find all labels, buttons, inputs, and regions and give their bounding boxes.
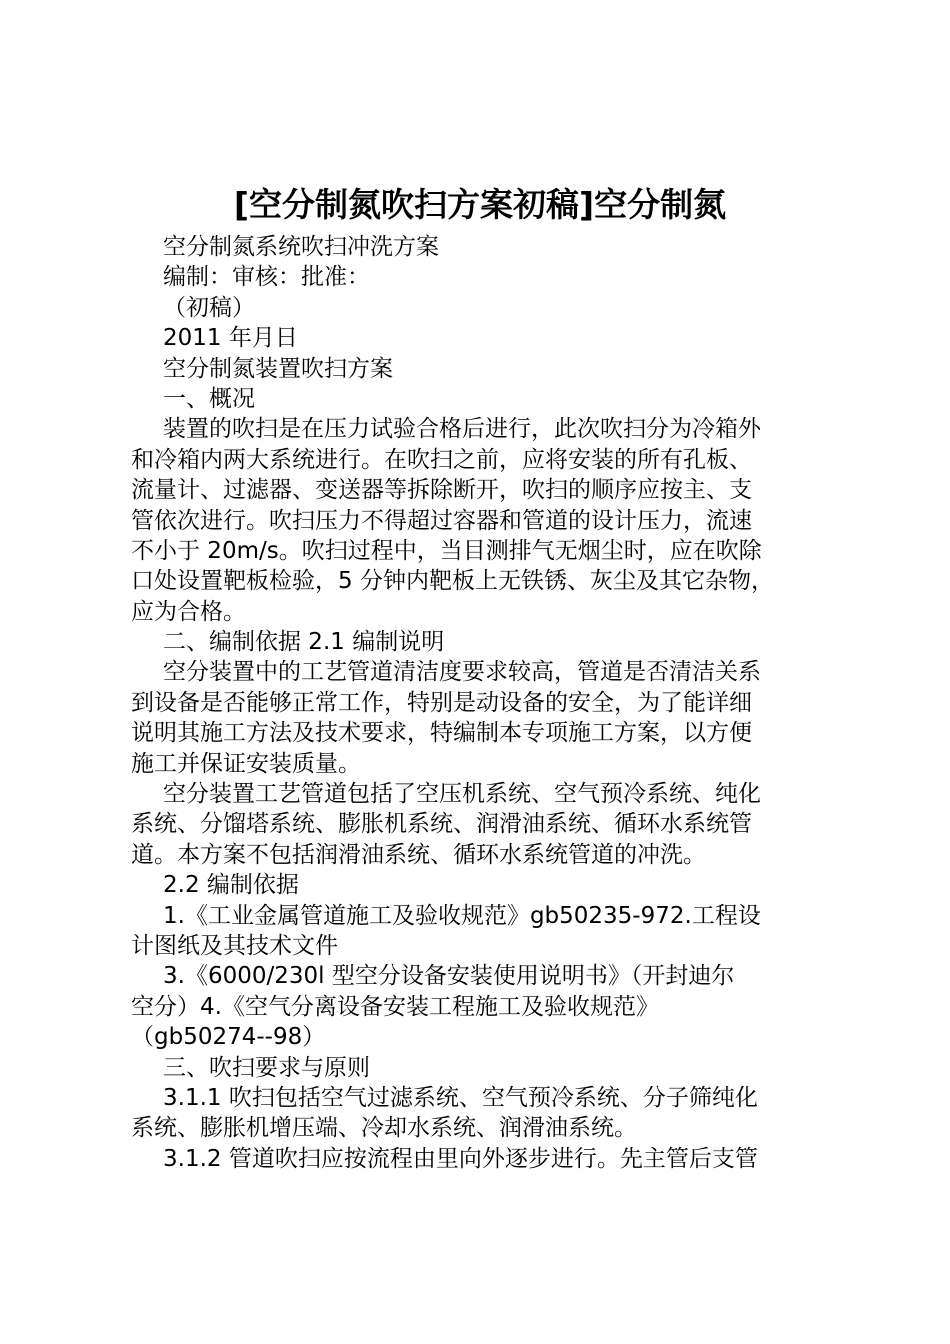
text-line: 不小于 20m/s。吹扫过程中，当目测排气无烟尘时，应在吹除 [131, 537, 762, 564]
text-line: 施工并保证安装质量。 [131, 750, 361, 777]
text-line: 应为合格。 [131, 598, 246, 625]
text-line: 到设备是否能够正常工作，特别是动设备的安全，为了能详细 [131, 689, 752, 716]
text-line: 编制：审核：批准： [163, 264, 370, 291]
text-line: 和冷箱内两大系统进行。在吹扫之前，应将安装的所有孔板、 [131, 446, 752, 473]
text-line: 1.《工业金属管道施工及验收规范》gb50235-972.工程设 [163, 902, 761, 929]
text-line: （gb50274--98） [131, 1024, 326, 1051]
text-line: 流量计、过滤器、变送器等拆除断开，吹扫的顺序应按主、支 [131, 477, 752, 504]
text-line: 空分装置中的工艺管道清洁度要求较高，管道是否清洁关系 [163, 659, 761, 686]
text-line: 口处设置靶板检验，5 分钟内靶板上无铁锈、灰尘及其它杂物， [131, 568, 774, 595]
text-line: 2011 年月日 [163, 325, 298, 352]
text-line: 空分）4.《空气分离设备安装工程施工及验收规范》 [131, 993, 659, 1020]
text-line: 二、编制依据 2.1 编制说明 [163, 629, 445, 656]
document-body [131, 232, 837, 1174]
text-line: 3.《6000/230l 型空分设备安装使用说明书》（开封迪尔 [163, 963, 735, 990]
text-line: 3.1.1 吹扫包括空气过滤系统、空气预冷系统、分子筛纯化 [163, 1084, 758, 1111]
text-line: 系统、分馏塔系统、膨胀机系统、润滑油系统、循环水系统管 [131, 811, 752, 838]
text-line: 道。本方案不包括润滑油系统、循环水系统管道的冲洗。 [131, 841, 706, 868]
text-line: 空分装置工艺管道包括了空压机系统、空气预冷系统、纯化 [163, 781, 761, 808]
text-line: 计图纸及其技术文件 [131, 932, 338, 959]
text-line: 说明其施工方法及技术要求，特编制本专项施工方案，以方便 [131, 720, 752, 747]
text-line: 空分制氮系统吹扫冲洗方案 [163, 234, 439, 260]
text-line: （初稿） [163, 294, 255, 321]
text-line: 管依次进行。吹扫压力不得超过容器和管道的设计压力，流速 [131, 507, 752, 534]
text-line: 3.1.2 管道吹扫应按流程由里向外逐步进行。先主管后支管 [163, 1145, 758, 1172]
text-line: 一、概况 [163, 385, 255, 412]
document-title: [空分制氮吹扫方案初稿]空分制氮 [233, 185, 727, 224]
text-line: 三、吹扫要求与原则 [163, 1054, 370, 1081]
text-line: 空分制氮装置吹扫方案 [163, 355, 393, 382]
text-line: 2.2 编制依据 [163, 872, 299, 899]
text-line: 系统、膨胀机增压端、冷却水系统、润滑油系统。 [131, 1115, 637, 1142]
text-line: 装置的吹扫是在压力试验合格后进行，此次吹扫分为冷箱外 [163, 416, 761, 443]
